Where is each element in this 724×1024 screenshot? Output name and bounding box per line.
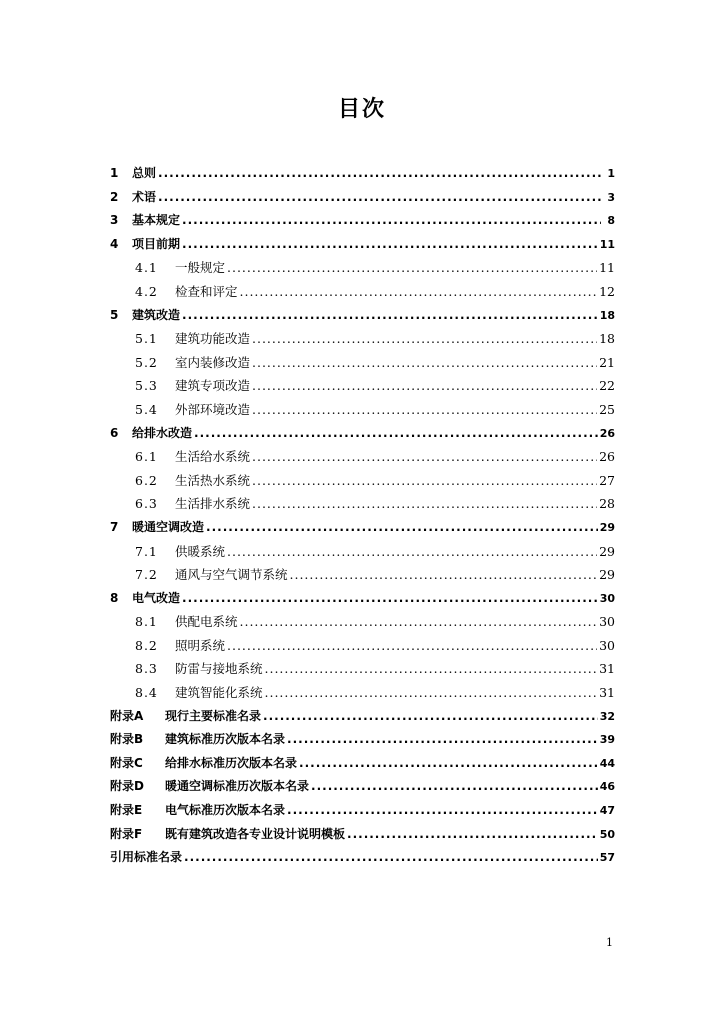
toc-entry-number: 8.4 [135,685,158,701]
toc-entry[interactable] [110,422,615,446]
toc-dot-leader [194,422,598,446]
toc-entry-page: 18 [599,308,615,322]
toc-entry-number: 8 [110,590,119,605]
toc-entry-page: 44 [599,756,615,770]
toc-entry-title: 供配电系统 [175,614,238,630]
toc-entry[interactable] [110,327,615,351]
toc-dot-leader [252,327,597,351]
toc-entry-number: 8.2 [135,637,158,653]
toc-entry[interactable] [110,563,615,587]
toc-entry-page: 18 [599,331,615,347]
toc-entry[interactable] [110,445,615,469]
toc-entry[interactable] [110,516,615,540]
toc-entry[interactable] [110,799,615,823]
toc-entry-number: 7.1 [135,543,158,559]
toc-dot-leader [287,799,598,823]
toc-entry-page: 39 [599,733,615,747]
toc-entry-number: 8.3 [135,661,158,677]
toc-entry-page: 28 [599,496,615,512]
toc-entry-title: 建筑智能化系统 [175,685,263,701]
toc-entry-number: 附录F [110,826,143,841]
toc-entry-number: 附录A [110,708,144,723]
toc-entry-page: 29 [599,543,615,559]
toc-entry-title: 总则 [132,166,157,180]
toc-entry-page: 50 [599,827,615,841]
toc-entry-page: 29 [599,520,615,534]
toc-entry-title: 供暖系统 [175,543,226,559]
toc-entry[interactable] [110,374,615,398]
toc-entry-number: 3 [110,213,119,228]
toc-entry-page: 27 [599,472,615,488]
toc-entry-page: 11 [599,260,615,276]
toc-entry-title: 既有建筑改造各专业设计说明模板 [165,826,346,841]
toc-entry[interactable] [110,162,615,186]
toc-dot-leader [311,775,598,799]
toc-dot-leader [252,469,597,493]
page-title: 目次 [337,97,386,122]
toc-entry-title: 给排水改造 [132,425,193,440]
toc-entry-page: 32 [599,709,615,723]
toc-entry-page: 57 [599,851,615,865]
toc-dot-leader [184,846,598,870]
toc-entry[interactable] [110,398,615,422]
toc-entry-page: 8 [607,214,615,228]
toc-entry[interactable] [110,752,615,776]
toc-entry-page: 30 [599,637,615,653]
toc-entry-title: 电气改造 [132,590,181,605]
toc-entry-title: 建筑功能改造 [175,331,251,347]
toc-entry-title: 术语 [132,189,157,204]
toc-entry[interactable] [110,823,615,847]
toc-entry-number: 附录D [110,779,144,794]
toc-dot-leader [263,705,598,729]
toc-dot-leader [287,728,598,752]
toc-entry-title: 生活热水系统 [175,472,251,488]
toc-entry-number: 附录C [110,755,143,770]
toc-dot-leader [299,752,598,776]
toc-entry-number: 5.2 [135,354,158,370]
toc-entry-number: 1 [110,166,119,180]
toc-dot-leader [252,445,597,469]
toc-entry[interactable] [110,610,615,634]
toc-entry-number: 6.1 [135,449,158,465]
toc-entry-page: 25 [599,401,615,417]
toc-entry-page: 3 [607,190,615,204]
toc-entry-title: 生活排水系统 [175,496,251,512]
toc-dot-leader [290,563,598,587]
toc-entry-page: 26 [599,449,615,465]
toc-entry-page: 47 [599,804,615,818]
toc-entry-page: 26 [599,426,615,440]
toc-entry-number: 6.2 [135,472,158,488]
toc-entry[interactable] [110,775,615,799]
toc-entry[interactable] [110,209,615,233]
toc-entry-title: 照明系统 [175,637,226,653]
toc-dot-leader [252,351,597,375]
toc-entry[interactable] [110,634,615,658]
toc-entry-title: 防雷与接地系统 [175,661,263,677]
toc-dot-leader [252,492,597,516]
toc-dot-leader [182,233,598,257]
toc-dot-leader [182,587,598,611]
toc-dot-leader [347,823,598,847]
table-of-contents [110,162,615,870]
toc-entry-page: 30 [599,614,615,630]
toc-entry-page: 46 [599,780,615,794]
toc-entry-number: 7.2 [135,567,158,583]
toc-entry[interactable] [110,256,615,280]
toc-entry-title: 外部环境改造 [175,401,251,417]
toc-entry-title: 现行主要标准名录 [165,708,262,723]
toc-entry[interactable] [110,540,615,564]
toc-entry-title: 给排水标准历次版本名录 [165,755,298,770]
toc-dot-leader [158,186,601,210]
toc-entry-number: 附录E [110,803,143,818]
toc-dot-leader [252,398,597,422]
toc-dot-leader [227,256,597,280]
toc-entry-page: 21 [599,354,615,370]
toc-entry-number: 5.3 [135,378,158,394]
toc-entry-page: 1 [607,167,615,180]
toc-dot-leader [182,304,598,328]
toc-dot-leader [206,516,598,540]
toc-dot-leader [182,209,601,233]
toc-entry-page: 31 [599,661,615,677]
toc-entry-number: 6.3 [135,496,158,512]
toc-dot-leader [240,610,598,634]
toc-entry[interactable] [110,705,615,729]
toc-entry-title: 引用标准名录 [110,850,183,865]
toc-entry[interactable] [110,681,615,705]
toc-entry-title: 电气标准历次版本名录 [165,803,286,818]
toc-entry[interactable] [110,233,615,257]
toc-entry[interactable] [110,280,615,304]
toc-entry-title: 基本规定 [132,213,181,228]
toc-entry[interactable] [110,846,615,870]
toc-dot-leader [227,634,597,658]
toc-entry-title: 通风与空气调节系统 [175,567,288,583]
toc-entry-number: 附录B [110,732,144,747]
toc-entry-number: 6 [110,425,119,440]
toc-entry-page: 12 [599,283,615,299]
toc-entry-title: 建筑改造 [132,307,181,322]
toc-entry-page: 29 [599,567,615,583]
toc-entry-title: 建筑标准历次版本名录 [165,732,286,747]
toc-entry-number: 5.4 [135,401,158,417]
toc-entry-title: 室内装修改造 [175,354,251,370]
page-number: 1 [606,936,613,949]
toc-entry[interactable] [110,492,615,516]
toc-entry[interactable] [110,728,615,752]
toc-entry[interactable] [110,587,615,611]
toc-entry-number: 2 [110,189,119,204]
toc-entry-title: 项目前期 [132,236,181,251]
toc-dot-leader [240,280,598,304]
toc-entry[interactable] [110,304,615,328]
toc-entry-title: 暖通空调标准历次版本名录 [165,779,310,794]
toc-entry[interactable] [110,657,615,681]
toc-entry-page: 31 [599,685,615,701]
toc-dot-leader [227,540,597,564]
toc-entry-number: 4.1 [135,260,158,276]
toc-entry-title: 暖通空调改造 [132,519,205,534]
toc-entry-title: 建筑专项改造 [175,378,251,394]
toc-entry-title: 检查和评定 [175,283,238,299]
toc-entry[interactable] [110,186,615,210]
toc-entry-page: 30 [599,591,615,605]
toc-entry-number: 8.1 [135,614,158,630]
toc-entry-title: 一般规定 [175,260,226,276]
toc-entry-title: 生活给水系统 [175,449,251,465]
toc-entry-number: 5.1 [135,331,158,347]
toc-entry-page: 22 [599,378,615,394]
toc-dot-leader [265,657,598,681]
toc-dot-leader [252,374,597,398]
toc-entry[interactable] [110,351,615,375]
toc-entry-page: 11 [599,237,615,251]
toc-entry-number: 7 [110,519,119,534]
toc-entry-number: 4 [110,236,119,251]
toc-entry-number: 4.2 [135,283,158,299]
toc-entry[interactable] [110,469,615,493]
toc-entry-number: 5 [110,307,119,322]
toc-dot-leader [265,681,598,705]
toc-dot-leader [158,162,601,186]
